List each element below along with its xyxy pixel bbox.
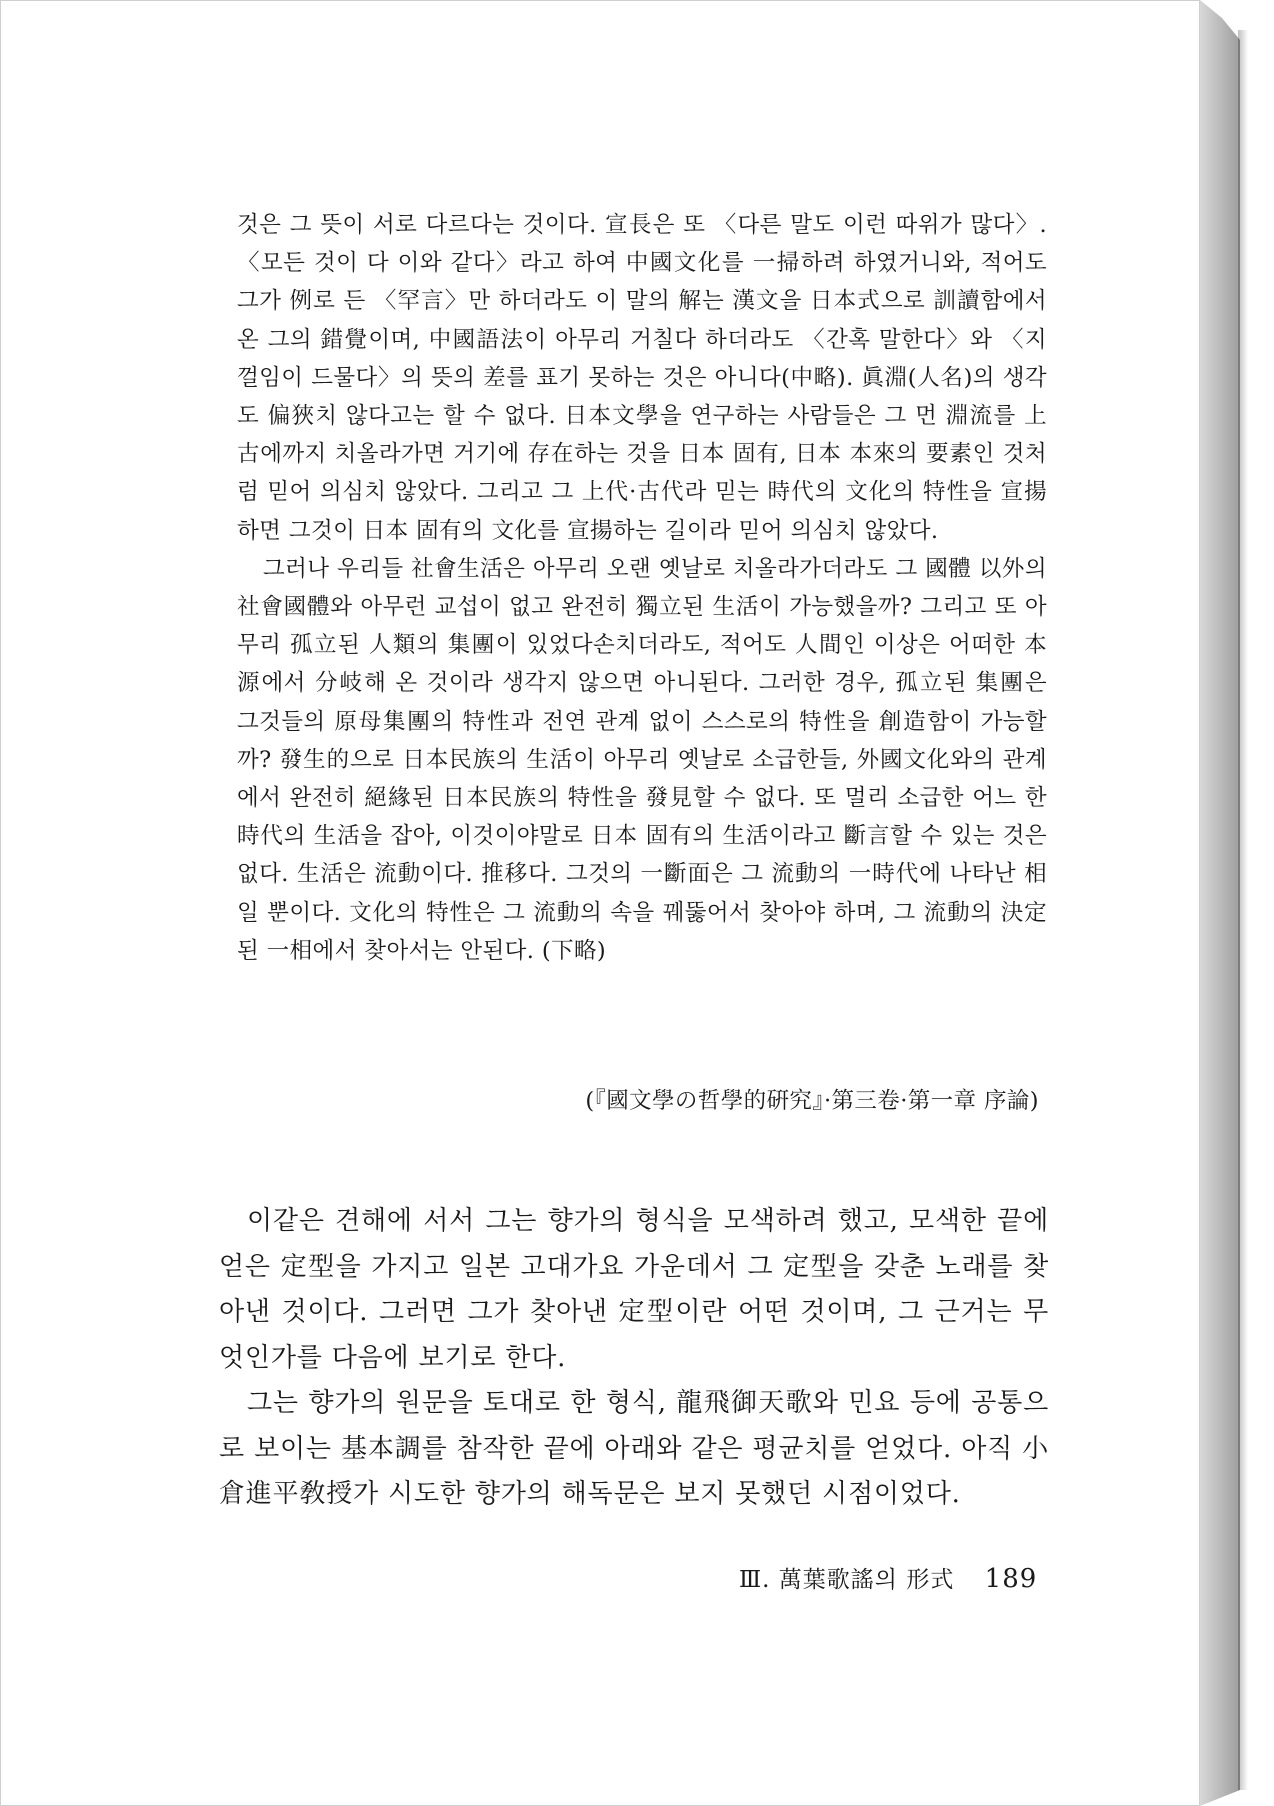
page-shadow: [1238, 30, 1248, 1790]
body-paragraph-2: 그는 향가의 원문을 토대로 한 형식, 龍飛御天歌와 민요 등에 공통으로 보이는 基本調를 참작한 끝에 아래와 같은 평균치를 얻었다. 아직 小倉進平敎授가 시도한 향가의 해독문은 보지 못했던 시점이었다.: [219, 1388, 1049, 1509]
body-text: [219, 1199, 1049, 1518]
body-paragraph-1: 이같은 견해에 서서 그는 향가의 형식을 모색하려 했고, 모색한 끝에 얻은 定型을 가지고 일본 고대가요 가운데서 그 定型을 갖춘 노래를 찾아낸 것이다. 그러면 그가 찾아낸 定型이란 어떤 것이며, 그 근거는 무엇인가를 다음에 보기로 한다.: [219, 1206, 1049, 1373]
page-number: 189: [984, 1564, 1038, 1594]
chapter-title: Ⅲ. 萬葉歌謠의 形式: [739, 1567, 955, 1593]
running-footer: [739, 1561, 1037, 1594]
quote-citation: (『國文學の哲學的硏究』·第三卷·第一章 序論): [585, 1088, 1039, 1114]
block-quote: [237, 206, 1047, 970]
page-stack-edge: [1200, 0, 1240, 1806]
quote-paragraph-2: 그러나 우리들 社會生活은 아무리 오랜 옛날로 치올라가더라도 그 國體 以外의 社會國體와 아무런 교섭이 없고 완전히 獨立된 生活이 가능했을까? 그리고 또 아무리 孤立된 人類의 集團이 있었다손치더라도, 적어도 人間인 이상은 어떠한 本源에서 分岐해 온 것이라 생각지 않으면 아니된다. 그러한 경우, 孤立된 集團은 그것들의 原母集團의 特性과 전연 관계 없이 스스로의 特性을 創造함이 가능할까? 發生的으로 日本民族의 生活이 아무리 옛날로 소급한들, 外國文化와의 관계에서 완전히 絕緣된 日本民族의 特性을 發見할 수 없다. 또 멀리 소급한 어느 한 時代의 生活을 잡아, 이것이야말로 日本 固有의 生活이라고 斷言할 수 있는 것은 없다. 生活은 流動이다. 推移다. 그것의 一斷面은 그 流動의 一時代에 나타난 相일 뿐이다. 文化의 特性은 그 流動의 속을 꿰뚫어서 찾아야 하며, 그 流動의 決定된 一相에서 찾아서는 안된다. (下略): [237, 555, 1047, 964]
quote-paragraph-1: 것은 그 뜻이 서로 다르다는 것이다. 宣長은 또 〈다른 말도 이런 따위가 많다〉. 〈모든 것이 다 이와 같다〉라고 하여 中國文化를 一掃하려 하였거니와, 적어도 그가 例로 든 〈罕言〉만 하더라도 이 말의 解는 漢文을 日本式으로 訓讀함에서 온 그의 錯覺이며, 中國語法이 아무리 거칠다 하더라도 〈간혹 말한다〉와 〈지껄임이 드물다〉의 뜻의 差를 표기 못하는 것은 아니다(中略). 眞淵(人名)의 생각도 偏狹치 않다고는 할 수 없다. 日本文學을 연구하는 사람들은 그 먼 淵流를 上古에까지 치올라가면 거기에 存在하는 것을 日本 固有, 日本 本來의 要素인 것처럼 믿어 의심치 않았다. 그리고 그 上代·古代라 믿는 時代의 文化의 特性을 宣揚하면 그것이 日本 固有의 文化를 宣揚하는 길이라 믿어 의심치 않았다.: [237, 212, 1047, 544]
